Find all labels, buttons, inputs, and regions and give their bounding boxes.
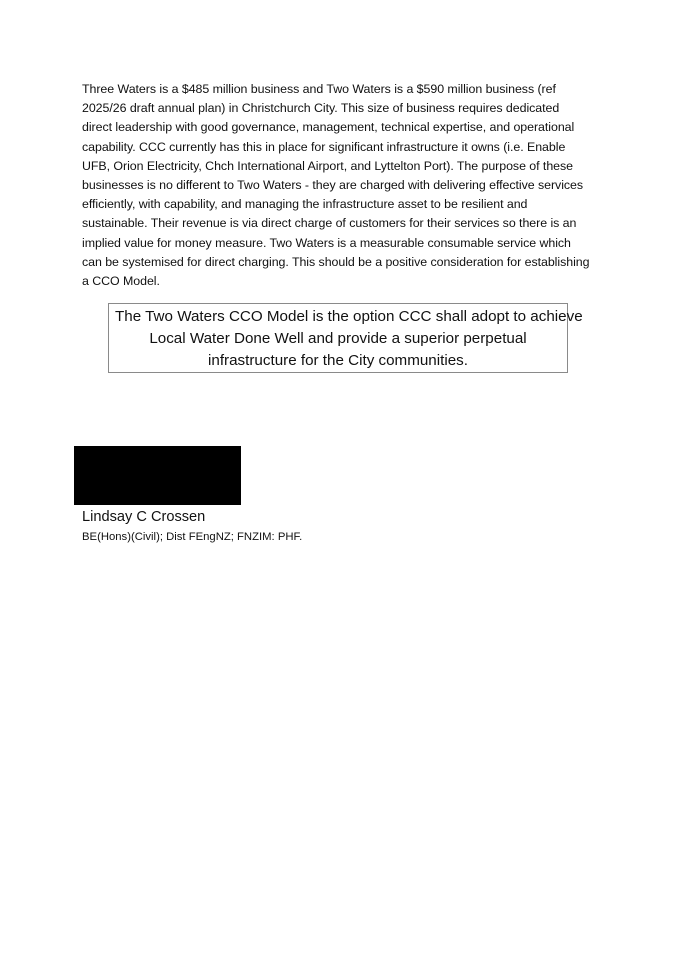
callout-line: Local Water Done Well and provide a superior perpetual	[149, 330, 527, 348]
conclusion-callout-box	[108, 303, 583, 373]
body-paragraph	[82, 80, 597, 291]
redacted-signature	[74, 446, 241, 505]
paragraph-line: implied value for money measure. Two Waters is a measurable consumable service which	[82, 235, 571, 250]
paragraph-line: direct leadership with good governance, management, technical expertise, and operational	[82, 120, 575, 135]
signatory-credentials: BE(Hons)(Civil); Dist FEngNZ; FNZIM: PHF.	[82, 531, 303, 543]
paragraph-line: sustainable. Their revenue is via direct charge of customers for their services so there is an	[82, 216, 577, 231]
paragraph-line: capability. CCC currently has this in place for significant infrastructure it owns (i.e. Enable	[82, 139, 566, 154]
signatory-name: Lindsay C Crossen	[82, 509, 206, 525]
paragraph-line: Three Waters is a $485 million business and Two Waters is a $590 million business (ref	[82, 82, 556, 96]
paragraph-line: businesses is no different to Two Waters - they are charged with delivering effective services	[82, 178, 584, 193]
paragraph-line: UFB, Orion Electricity, Chch International Airport, and Lyttelton Port). The purpose of these	[82, 158, 573, 173]
callout-line: infrastructure for the City communities.	[208, 352, 468, 370]
paragraph-line: 2025/26 draft annual plan) in Christchurch City. This size of business requires dedicated	[82, 101, 560, 116]
paragraph-line: efficiently, with capability, and managing the infrastructure asset to be resilient and	[82, 197, 528, 212]
paragraph-line: can be systemised for direct charging. This should be a positive consideration for establishing	[82, 254, 590, 269]
callout-line: The Two Waters CCO Model is the option CCC shall adopt to achieve	[115, 308, 583, 325]
paragraph-line: a CCO Model.	[82, 274, 160, 289]
